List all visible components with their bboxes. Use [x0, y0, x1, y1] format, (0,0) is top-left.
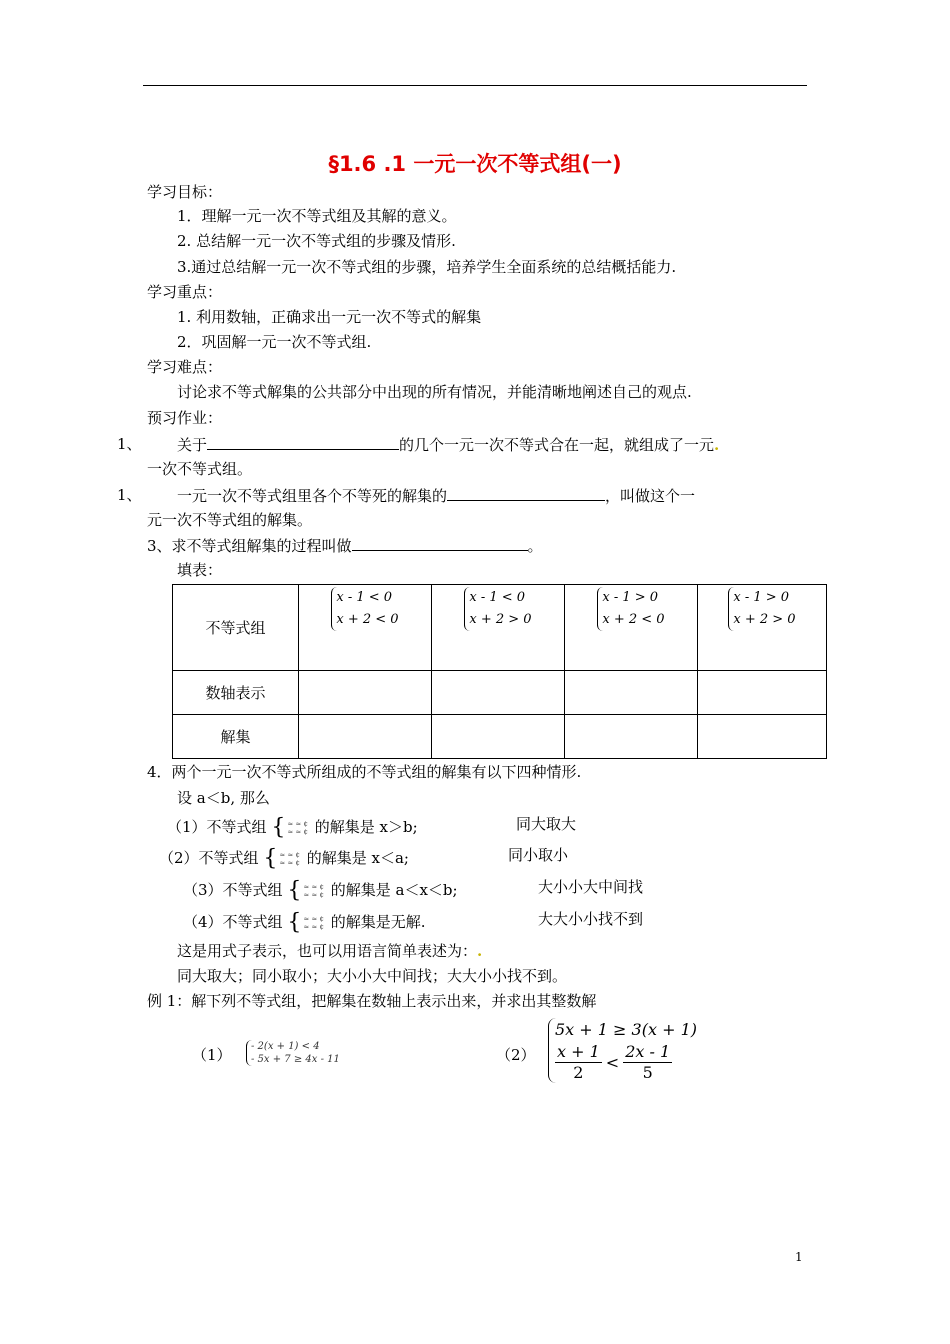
system-cell-2: x - 1 < 0 x + 2 > 0	[432, 585, 565, 671]
example-part-2-label: （2）	[496, 1046, 536, 1064]
solution-cell-2[interactable]	[432, 715, 565, 759]
row-label-solution: 解集	[173, 715, 299, 759]
case-2: （2）不等式组 { ≈ ≈ ¢ ≈ ≈ ¢ 的解集是 x＜a;	[159, 846, 409, 871]
case-1-rule: 同大取大	[516, 815, 577, 833]
cases-assumption: 设 a＜b, 那么	[177, 789, 270, 807]
page-number: 1	[795, 1250, 803, 1264]
case-4: （4）不等式组 { ≈ ≈ ¢ ≈ ≈ ¢ 的解集是无解.	[183, 910, 426, 935]
number-line-cell-1[interactable]	[299, 671, 432, 715]
key-points-heading: 学习重点：	[147, 283, 223, 301]
goals-heading: 学习目标：	[147, 183, 223, 201]
case-3-rule: 大小小大中间找	[538, 878, 644, 896]
case-2-rule: 同小取小	[508, 846, 569, 864]
case-3: （3）不等式组 { ≈ ≈ ¢ ≈ ≈ ¢ 的解集是 a＜x＜b;	[183, 878, 458, 903]
q1-number: 1、	[117, 435, 142, 453]
q1-continuation: 一次不等式组。	[147, 460, 253, 478]
fill-table-label: 填表：	[177, 561, 223, 579]
number-line-cell-3[interactable]	[565, 671, 698, 715]
key-point-1: 1. 利用数轴，正确求出一元一次不等式的解集	[177, 308, 482, 326]
difficulties-heading: 学习难点：	[147, 358, 223, 376]
row-label-system: 不等式组	[173, 585, 299, 671]
cases-summary-2: 同大取大；同小取小；大小小大中间找；大大小小找不到。	[177, 967, 568, 985]
case-2-system-glyph: ≈ ≈ ¢ ≈ ≈ ¢	[279, 851, 300, 868]
goal-item-3: 3.通过总结解一元一次不等式组的步骤，培养学生全面系统的总结概括能力.	[177, 258, 677, 276]
row-label-number-line: 数轴表示	[173, 671, 299, 715]
number-line-cell-4[interactable]	[698, 671, 827, 715]
q2-number: 1、	[117, 486, 142, 504]
goal-item-2: 2. 总结解一元一次不等式组的步骤及情形.	[177, 232, 456, 250]
q2-continuation: 元一次不等式组的解集。	[147, 511, 313, 529]
system-cell-4: x - 1 > 0 x + 2 > 0	[698, 585, 827, 671]
q1-blank[interactable]	[207, 435, 399, 450]
q2-blank[interactable]	[447, 486, 605, 501]
case-1-system-glyph: ≈ ≈ ¢ ≈ ≈ ¢	[287, 820, 308, 837]
q2-line: 一元一次不等式组里各个不等死的解集的 ，叫做这个一	[177, 487, 696, 505]
system-cell-1: x - 1 < 0 x + 2 < 0	[299, 585, 432, 671]
example-part-2-system: 5x + 1 ≥ 3(x + 1) x + 1 2 < 2x - 1 5	[548, 1018, 697, 1083]
q1-line: 关于 的几个一元一次不等式合在一起，就组成了一元.	[177, 436, 720, 454]
example-heading: 例 1：解下列不等式组，把解集在数轴上表示出来，并求出其整数解	[147, 992, 597, 1010]
case-1: （1）不等式组 { ≈ ≈ ¢ ≈ ≈ ¢ 的解集是 x＞b;	[167, 815, 418, 840]
page-title: §1.6 .1 一元一次不等式组(一)	[328, 152, 622, 176]
example-part-1-system: - 2(x + 1) < 4 - 5x + 7 ≥ 4x - 11	[246, 1040, 340, 1066]
solution-cell-4[interactable]	[698, 715, 827, 759]
case-4-system-glyph: ≈ ≈ ¢ ≈ ≈ ¢	[303, 915, 324, 932]
solution-cell-1[interactable]	[299, 715, 432, 759]
cases-intro: 4．两个一元一次不等式所组成的不等式组的解集有以下四种情形.	[147, 763, 582, 781]
example-part-1-label: （1）	[192, 1046, 232, 1064]
difficulties-text: 讨论求不等式解集的公共部分中出现的所有情况，并能清晰地阐述自己的观点.	[177, 383, 692, 401]
case-3-system-glyph: ≈ ≈ ¢ ≈ ≈ ¢	[303, 883, 324, 900]
system-cell-3: x - 1 > 0 x + 2 < 0	[565, 585, 698, 671]
header-rule	[143, 85, 807, 86]
goal-item-1: 1．理解一元一次不等式组及其解的意义。	[177, 207, 457, 225]
q3-blank[interactable]	[352, 536, 528, 551]
key-point-2: 2．巩固解一元一次不等式组.	[177, 333, 372, 351]
case-4-rule: 大大小小找不到	[538, 910, 644, 928]
cases-summary-1: 这是用式子表示，也可以用语言简单表述为：.	[177, 942, 483, 960]
number-line-cell-2[interactable]	[432, 671, 565, 715]
preview-heading: 预习作业：	[147, 409, 223, 427]
q3-line: 3、求不等式组解集的过程叫做 。	[147, 537, 543, 555]
solution-cell-3[interactable]	[565, 715, 698, 759]
fill-table	[172, 584, 827, 759]
